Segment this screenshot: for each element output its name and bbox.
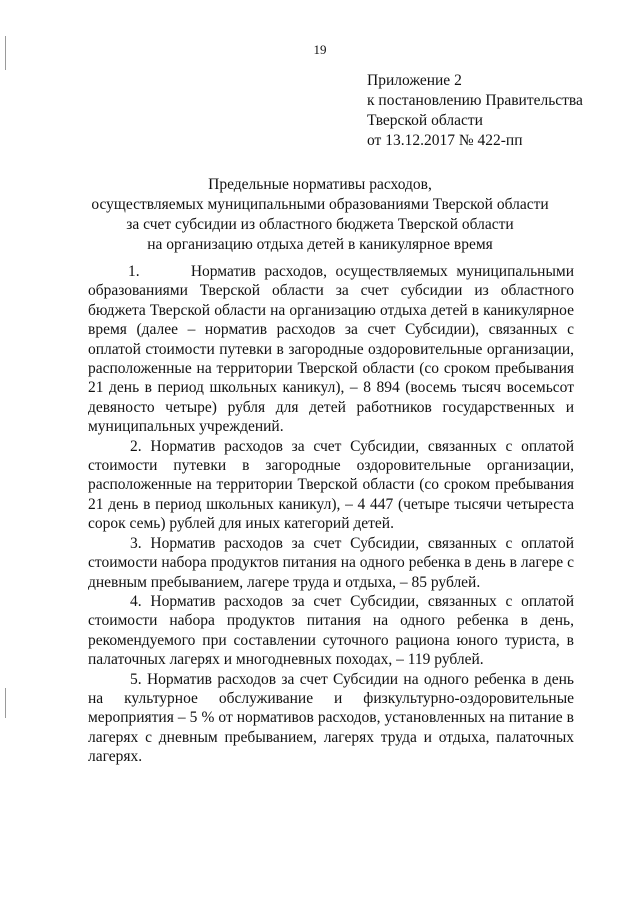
document-title: [80, 175, 560, 255]
document-body: [88, 262, 574, 767]
appendix-line-1: Приложение 2: [367, 72, 462, 89]
title-line-4: на организацию отдыха детей в каникулярное время: [147, 236, 493, 253]
paragraph-3: 3. Норматив расходов за счет Субсидии, связанных с оплатой стоимости набора продуктов питания на одного ребенка в день в лагере с дневным пребыванием, лагере труда и отдыха, – 85 рублей.: [88, 534, 574, 591]
title-line-2: осуществляемых муниципальными образованиями Тверской области: [91, 196, 549, 213]
appendix-line-2: к постановлению Правительства: [367, 92, 583, 109]
paragraph-1: 1. Норматив расходов, осуществляемых муниципальными образованиями Тверской области за счет субсидии из областного бюджета Тверской области на организацию отдыха детей в каникулярное время (далее – норматив расходов за счет Субсидии), связанных с оплатой стоимости путевки в загородные оздоровительные организации, расположенные на территории Тверской области (со сроком пребывания 21 день в период школьных каникул), – 8 894 (восемь тысяч восемьсот девяносто четыре) рубля для детей работников государственных и муниципальных учреждений.: [88, 263, 574, 436]
appendix-block: [367, 71, 617, 151]
title-line-3: за счет субсидии из областного бюджета Тверской области: [126, 216, 514, 233]
appendix-line-3: Тверской области: [367, 112, 483, 129]
page-number: 19: [313, 42, 327, 57]
margin-scan-mark-bottom: [5, 688, 6, 718]
paragraph-4: 4. Норматив расходов за счет Субсидии, связанных с оплатой стоимости набора продуктов питания на одного ребенка в день, рекомендуемого при составлении суточного рациона юного туриста, в палаточных лагерях и многодневных походах, – 119 рублей.: [88, 592, 574, 669]
paragraph-5: 5. Норматив расходов за счет Субсидии на одного ребенка в день на культурное обслуживание и физкультурно-оздоровительные мероприятия – 5 % от нормативов расходов, установленных на питание в лагерях с дневным пребыванием, лагерях труда и отдыха, палаточных лагерях.: [88, 670, 574, 766]
paragraph-2: 2. Норматив расходов за счет Субсидии, связанных с оплатой стоимости путевки в загородные оздоровительные организации, расположенные на территории Тверской области (со сроком пребывания 21 день в период школьных каникул), – 4 447 (четыре тысячи четыреста сорок семь) рублей для иных категорий детей.: [88, 437, 574, 533]
title-line-1: Предельные нормативы расходов,: [208, 176, 432, 193]
appendix-line-4: от 13.12.2017 № 422-пп: [367, 132, 523, 149]
